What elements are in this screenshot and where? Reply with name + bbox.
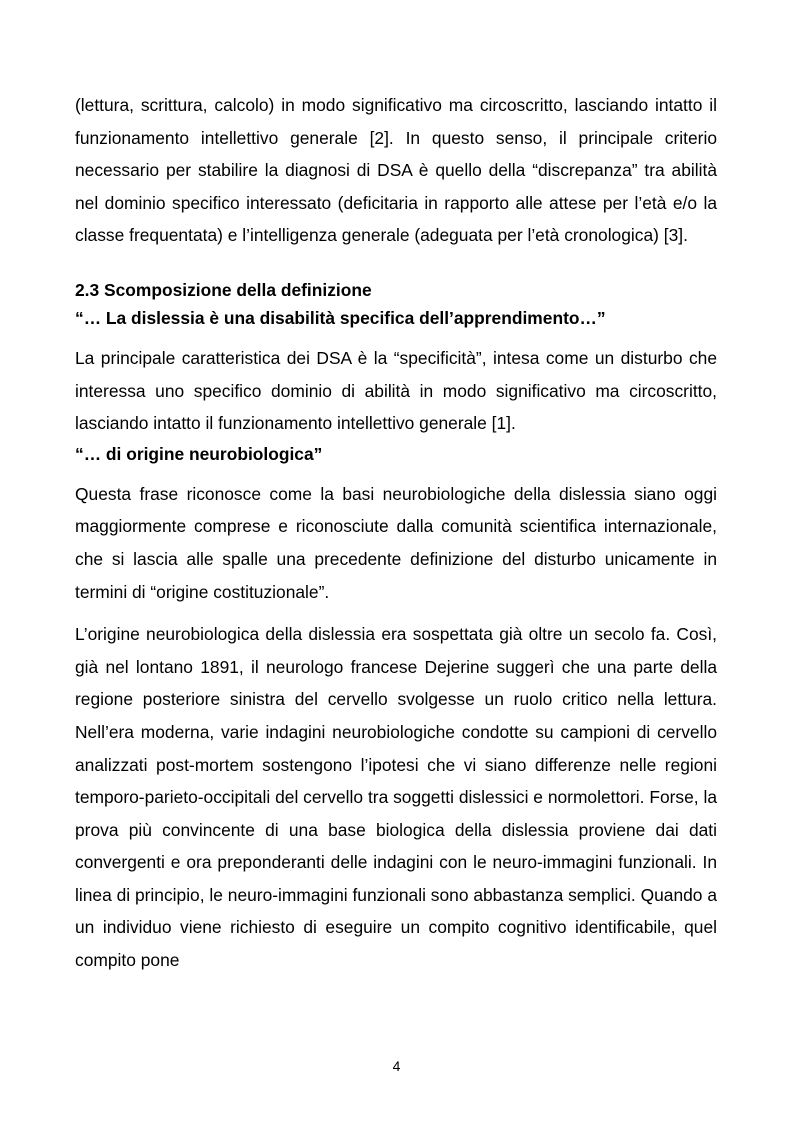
paragraph-discrepancy: (lettura, scrittura, calcolo) in modo significativo ma circoscritto, lasciando intatto il funzionamento intellettivo generale [2]. In questo senso, il principale criterio necessario per stabilire la diagnosi di DSA è quello della “discrepanza” tra abilità nel dominio specifico interessato (deficitaria in rapporto alle attese per l’età e/o la classe frequentata) e l’intelligenza generale (adeguata per l’età cronologica) [3]. [75,95,717,246]
quote-heading-specific-disability: “… La dislessia è una disabilità specifica dell’apprendimento…” [75,307,606,328]
section-heading: 2.3 Scomposizione della definizione [75,279,372,300]
paragraph-specificity: La principale caratteristica dei DSA è la “specificità”, intesa come un disturbo che interessa uno specifico dominio di abilità in modo significativo ma circoscritto, lasciando intatto il funzionamento intellettivo generale [1]. [75,347,717,434]
page-body [75,89,717,977]
page-number: 4 [392,1058,401,1074]
quote-heading-neurobiological-origin: “… di origine neurobiologica” [75,443,323,464]
paragraph-neurobiological-history: L’origine neurobiologica della dislessia era sospettata già oltre un secolo fa. Così, già nel lontano 1891, il neurologo francese Dejerine suggerì che una parte della regione posteriore sinistra del cervello svolgesse un ruolo critico nella lettura. Nell’era moderna, varie indagini neurobiologiche condotte su campioni di cervello analizzati post-mortem sostengono l’ipotesi che vi siano differenze nelle regioni temporo-parieto-occipitali del cervello tra soggetti dislessici e normolettori. Forse, la prova più convincente di una base biologica della dislessia proviene dai dati convergenti e ora preponderanti delle indagini con le neuro-immagini funzionali. In linea di principio, le neuro-immagini funzionali sono abbastanza semplici. Quando a un individuo viene richiesto di eseguire un compito cognitivo identificabile, quel compito pone [75,624,717,971]
paragraph-neurobiological-bases: Questa frase riconosce come la basi neurobiologiche della dislessia siano oggi maggiormente comprese e riconosciute dalla comunità scientifica internazionale, che si lascia alle spalle una precedente definizione del disturbo unicamente in termini di “origine costituzionale”. [75,483,717,602]
